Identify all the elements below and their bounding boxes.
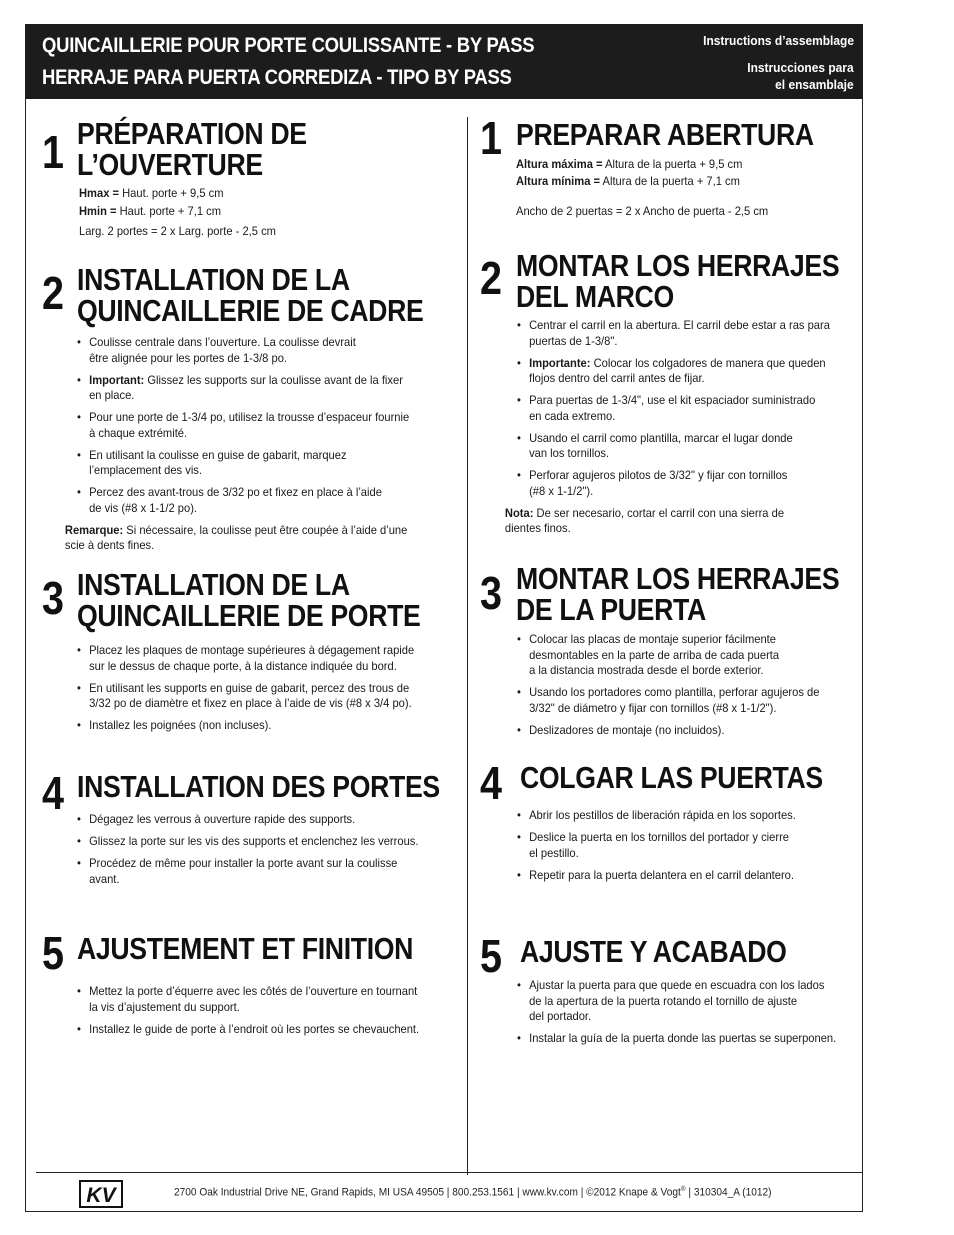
list-item [77,448,440,479]
step-title [77,118,307,180]
step-title [520,936,787,967]
list-item-text: être alignée pour les portes de 1-3/8 po. [89,350,288,365]
step-number: 3 [42,572,65,624]
hmin-value: Altura de la puerta + 7,1 cm [600,173,740,188]
footer-divider [36,1172,863,1173]
hmax-line [79,186,432,202]
bullet-list [77,643,440,734]
spacer [516,189,851,204]
list-item-text: del portador. [529,1009,592,1023]
step-title-line: AJUSTE Y ACABADO [520,934,787,969]
list-item [517,632,852,679]
note-text: scie à dents fines. [64,538,155,552]
list-item-text: la vis d’ajustement du support. [89,999,240,1014]
note [65,523,440,554]
list-item-text: flojos dentro del carril antes de fijar. [529,371,705,385]
list-item-text: (#8 x 1-1/2"). [529,483,594,498]
step-title-line: DE LA PUERTA [516,592,706,627]
important-label: Important: [89,372,145,387]
kv-logo-icon [79,1180,123,1208]
step-number: 5 [480,930,503,982]
list-item-text: Repetir para la puerta delantera en el carril delantero. [529,867,794,882]
step-title [516,119,814,150]
list-item [77,812,440,828]
step-title-line: PREPARAR ABERTURA [516,117,814,152]
list-item [77,410,440,441]
list-item-text: Dégagez les verrous à ouverture rapide des supports. [89,812,356,826]
list-item [77,335,440,366]
list-item [517,868,852,884]
list-item-text: Usando el carril como plantilla, marcar el lugar donde [529,430,793,445]
step-number: 4 [480,757,503,809]
instructions-label-french: Instructions d’assemblage [703,33,854,48]
hmax-line [516,157,851,173]
step-title [77,933,413,964]
list-item-text: el pestillo. [529,845,579,860]
note-text: De ser necesario, cortar el carril con una sierra de [533,505,785,520]
list-item [517,431,852,462]
bullet-list [517,632,852,738]
list-item-text: 3/32 po de diamètre et fixez en place à l’aide de vis (#8 x 3/4 po). [89,696,412,710]
list-item-text: Instalar la guía de la puerta donde las puertas se superponen. [529,1031,837,1045]
list-item [77,984,440,1015]
list-item [517,830,852,861]
list-item [517,808,852,824]
step-number: 4 [42,767,65,819]
bullet-list [517,808,852,883]
list-item [517,1031,854,1047]
step-body [77,812,440,894]
list-item-text: Installez les poignées (non incluses). [89,718,272,732]
bullet-list [77,984,440,1037]
step-body [517,808,852,890]
registered-mark: ® [680,1186,686,1193]
step-number: 3 [480,567,503,619]
step-title-line: DEL MARCO [516,279,674,314]
list-item [77,834,440,850]
list-item-text: Glissez les supports sur la coulisse avant de la fixer [144,372,403,387]
list-item [517,318,852,349]
list-item [77,485,440,516]
column-divider [467,117,468,1175]
title-spanish: HERRAJE PARA PUERTA CORREDIZA - TIPO BY PASS [42,66,512,89]
list-item-text: de vis (#8 x 1-1/2 po). [89,500,198,515]
list-item-text: Coulisse centrale dans l’ouverture. La coulisse devrait [89,335,356,349]
bullet-list [77,335,440,516]
list-item [517,685,852,716]
list-item-text: Ajustar la puerta para que quede en escuadra con los lados [529,978,825,992]
step-title-line: INSTALLATION DE LA [77,567,350,602]
step-body [516,157,851,220]
step-number: 2 [480,252,503,304]
list-item-text: en cada extremo. [529,408,616,423]
title-french: QUINCAILLERIE POUR PORTE COULISSANTE - BY PASS [42,34,535,57]
list-item-text: Abrir los pestillos de liberación rápida en los soportes. [529,808,796,822]
bullet-list [517,318,852,499]
list-item-text: 3/32" de diámetro y fijar con tornillos (#8 x 1-1/2"). [529,700,777,715]
step-body [77,643,440,740]
bullet-list [77,812,440,887]
bullet-list [517,978,854,1047]
footer-address: 2700 Oak Industrial Drive NE, Grand Rapids, MI USA 49505 | 800.253.1561 | www.kv.com | ©2012 Knape & Vogt [174,1186,681,1199]
list-item-text: van los tornillos. [529,446,610,460]
list-item-text: En utilisant la coulisse en guise de gabarit, marquez [89,447,347,462]
width-line: Larg. 2 portes = 2 x Larg. porte - 2,5 cm [79,224,276,238]
list-item [517,978,854,1025]
list-item-text: Perforar agujeros pilotos de 3/32" y fijar con tornillos [529,468,788,482]
hmin-line [79,204,432,220]
list-item-text: Procédez de même pour installer la porte avant sur la coulisse [89,856,398,870]
hmax-value: Haut. porte + 9,5 cm [119,186,224,200]
step-title [516,250,839,312]
list-item-text: Deslice la puerta en los tornillos del portador y cierre [529,830,789,844]
instructions-label-spanish-line1: Instrucciones para [747,60,854,75]
list-item [517,723,852,739]
step-body [504,318,852,537]
step-title-line: AJUSTEMENT ET FINITION [77,931,414,966]
hmax-label: Altura máxima = [516,157,603,171]
list-item [517,468,852,499]
step-number: 1 [42,126,65,178]
step-number: 5 [42,927,65,979]
footer-text [174,1186,771,1199]
list-item-text: Mettez la porte d’équerre avec les côtés de l’ouverture en tournant [89,984,418,998]
list-item-text: Colocar las placas de montaje superior fácilmente [529,632,776,646]
svg-text:KV: KV [86,1184,116,1207]
header-bar [25,24,863,99]
step-title-line: INSTALLATION DE LA [77,262,350,297]
important-label: Importante: [529,355,591,370]
step-title-line: MONTAR LOS HERRAJES [516,248,840,283]
list-item-text: de la apertura de la puerta rotando el tornillo de ajuste [529,993,798,1008]
step-number: 1 [480,112,503,164]
hmin-label: Altura mínima = [516,173,601,188]
list-item-text: puertas de 1-3/8". [529,333,618,348]
list-item-text: Glissez la porte sur les vis des supports et enclenchez les verrous. [89,834,419,848]
step-body [77,984,440,1044]
list-item-text: Usando los portadores como plantilla, perforar agujeros de [529,685,820,699]
step-title-line: L’OUVERTURE [77,147,263,182]
hmax-value: Altura de la puerta + 9,5 cm [602,157,743,171]
note-label: Nota: [504,505,534,520]
list-item-text: Centrar el carril en la abertura. El carril debe estar a ras para [529,318,830,332]
note-text: dientes finos. [504,521,571,535]
step-title [77,569,420,631]
instructions-label-spanish [748,59,854,93]
step-title-line: QUINCAILLERIE DE CADRE [77,293,424,328]
width-line: Ancho de 2 puertas = 2 x Ancho de puerta - 2,5 cm [516,204,769,218]
step-body [517,632,852,745]
list-item-text: avant. [89,871,120,886]
list-item-text: a la distancia mostrada desde el borde exterior. [529,663,764,677]
list-item [77,1022,440,1038]
step-number: 2 [42,267,65,319]
step-title [516,563,839,625]
list-item [77,373,440,404]
step-title-line: COLGAR LAS PUERTAS [520,760,823,795]
list-item-text: Pour une porte de 1-3/4 po, utilisez la trousse d’espaceur fournie [89,410,410,424]
step-body [517,978,854,1053]
step-title [77,264,423,326]
list-item-text: l’emplacement des vis. [89,463,202,477]
list-item [77,856,440,887]
list-item-text: sur le dessus de chaque porte, à la distance indiquée du bord. [89,658,397,673]
step-title [520,762,823,793]
note-label: Remarque: [64,522,124,537]
list-item-text: Installez le guide de porte à l’endroit où les portes se chevauchent. [89,1021,420,1036]
list-item [77,681,440,712]
hmin-label: Hmin = [79,203,117,218]
instructions-label-spanish-line2: el ensamblaje [775,77,854,92]
list-item-text: Para puertas de 1-3/4", use el kit espaciador suministrado [529,393,816,407]
step-title [77,771,440,802]
list-item [517,393,852,424]
hmax-label: Hmax = [79,186,120,200]
step-title-line: PRÉPARATION DE [77,116,307,151]
list-item-text: En utilisant les supports en guise de gabarit, percez des trous de [89,680,410,695]
step-title-line: QUINCAILLERIE DE PORTE [77,598,421,633]
list-item-text: Percez des avant-trous de 3/32 po et fixez en place à l’aide [89,485,382,499]
note [505,506,852,537]
list-item-text: en place. [89,388,135,402]
step-body [79,186,432,240]
hmin-line [516,174,851,190]
footer-docnumber: | 310304_A (1012) [685,1186,772,1199]
list-item-text: Placez les plaques de montage supérieures à dégagement rapide [89,643,415,657]
list-item-text: desmontables en la parte de arriba de cada puerta [529,647,780,662]
list-item [77,718,440,734]
list-item [517,356,852,387]
list-item [77,643,440,674]
list-item-text: Colocar los colgadores de manera que queden [590,355,826,370]
note-text: Si nécessaire, la coulisse peut être coupée à l’aide d’une [123,522,408,537]
list-item-text: à chaque extrémité. [89,425,188,440]
step-title-line: INSTALLATION DES PORTES [77,769,440,804]
step-body [64,335,440,554]
step-title-line: MONTAR LOS HERRAJES [516,561,840,596]
list-item-text: Deslizadores de montaje (no incluidos). [529,722,725,737]
hmin-value: Haut. porte + 7,1 cm [116,203,222,218]
